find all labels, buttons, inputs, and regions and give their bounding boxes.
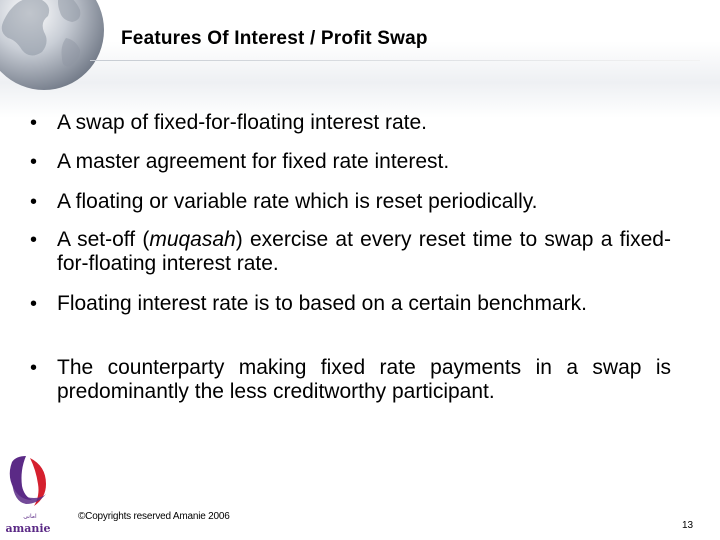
bullet-text-part: ) exercise at every reset time to swap a fixed-for-floating interest rate. [57,228,671,275]
bullet-item [26,292,671,316]
bullet-text [57,228,671,276]
bullet-dot: • [30,191,38,213]
logo-script-text: امانى [23,513,37,520]
bullet-dot: • [30,357,38,379]
bullet-text: The counterparty making fixed rate payments in a swap is predominantly the less creditworthy participant. [57,356,671,403]
bullet-dot: • [30,151,38,173]
bullet-dot: • [30,229,38,251]
title-divider [90,60,700,61]
header-band [0,0,720,118]
copyright-text: ©Copyrights reserved Amanie 2006 [78,511,230,522]
bullet-item [26,228,671,276]
bullet-item [26,111,671,135]
bullet-item [26,190,671,214]
slide-title: Features Of Interest / Profit Swap [121,28,428,49]
page-number: 13 [682,520,694,531]
logo-text: amanie [5,522,51,535]
globe-icon [0,0,106,92]
bullet-dot: • [30,112,38,134]
bullet-item [26,150,671,174]
bullet-text: A floating or variable rate which is reset periodically. [57,190,538,213]
bullet-text: A master agreement for fixed rate interest. [57,150,450,173]
bullet-dot: • [30,293,38,315]
bullet-text-part: A set-off ( [57,228,150,251]
bullet-text: Floating interest rate is to based on a certain benchmark. [57,292,587,315]
amanie-logo [4,452,54,536]
bullet-text-emphasis: muqasah [149,228,236,251]
bullet-item [26,356,671,404]
bullet-text: A swap of fixed-for-floating interest rate. [57,111,428,134]
